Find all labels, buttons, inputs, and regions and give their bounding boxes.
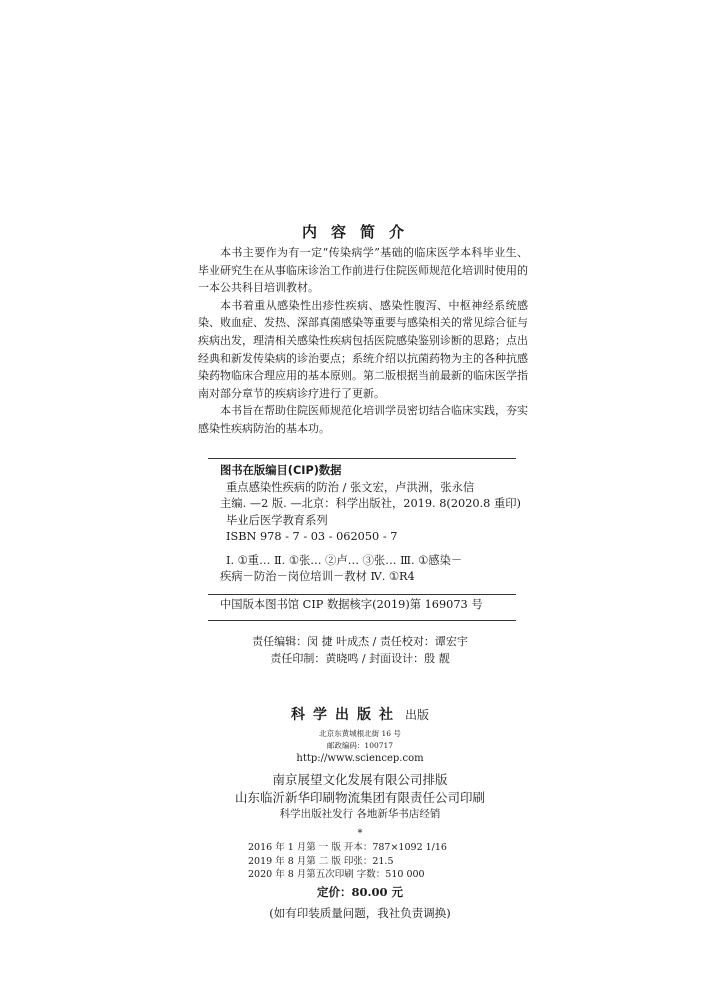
publisher-website: http://www.sciencep.com — [296, 753, 424, 764]
edition-line: 2019 年 8 月第 二 版 印张：21.5 — [248, 855, 394, 867]
price: 定价：80.00 元 — [316, 885, 403, 899]
intro-paragraph: 本书着重从感染性出疹性疾病、感染性腹泻、中枢神经系统感染、败血症、发热、深部真菌感染等重要与感染相关的常见综合征与疾病出发，理清相关感染性疾病包括医院感染鉴别诊断的思路；点出经典和新发传染病的诊治要点；系统介绍以抗菌药物为主的各种抗感染药物临床合理应用的基本原则。第二版根据当前最新的临床医学指南对部分章节的疾病诊疗进行了更新。 — [198, 298, 528, 400]
publisher-tag: 出版 — [404, 708, 429, 722]
intro-paragraph: 本书主要作为有一定“传染病学”基础的临床医学本科毕业生、毕业研究生在从事临床诊治工作前进行住院医师规范化培训时使用的一本公共科目培训教材。 — [198, 246, 528, 295]
cip-line: 毕业后医学教育系列 — [226, 513, 328, 527]
cip-heading: 图书在版编目(CIP)数据 — [220, 464, 342, 477]
cip-line: ISBN 978 - 7 - 03 - 062050 - 7 — [226, 530, 398, 543]
cip-mid-rule — [208, 594, 516, 595]
editors-block — [0, 633, 720, 667]
publisher-address: 北京东黄城根北街 16 号 — [319, 729, 401, 738]
edition-line: 2020 年 8 月第五次印刷 字数：510 000 — [248, 869, 425, 880]
cip-line: 主编. —2 版. —北京：科学出版社，2019. 8(2020.8 重印) — [220, 497, 521, 510]
cip-line: 重点感染性疾病的防治 / 张文宏，卢洪洲，张永信 — [226, 480, 475, 494]
editors-line: 责任编辑：闵 捷 叶成杰 / 责任校对：谭宏宇 — [252, 635, 468, 648]
cip-bottom-rule — [208, 620, 516, 621]
publisher-logo: 科学出版社 — [290, 707, 401, 723]
publisher-postcode: 邮政编码：100717 — [326, 741, 394, 750]
separator-star: * — [357, 828, 363, 839]
editors-line: 责任印制：黄晓鸣 / 封面设计：殷 靓 — [270, 652, 450, 665]
cip-top-rule — [208, 458, 516, 459]
quality-note: (如有印装质量问题，我社负责调换) — [269, 906, 451, 920]
cip-record: 中国版本图书馆 CIP 数据核字(2019)第 169073 号 — [220, 598, 483, 611]
publisher-block — [0, 704, 720, 839]
distributor: 科学出版社发行 各地新华书店经销 — [279, 808, 441, 820]
cip-line: 疾病－防治－岗位培训－教材 Ⅳ. ①R4 — [220, 570, 415, 583]
intro-body — [198, 244, 528, 438]
intro-paragraph: 本书旨在帮助住院医师规范化培训学员密切结合临床实践，夯实感染性疾病防治的基本功。 — [198, 404, 528, 435]
edition-line: 2016 年 1 月第 一 版 开本：787×1092 1/16 — [248, 842, 447, 853]
edition-block — [248, 841, 508, 882]
typesetter: 南京展望文化发展有限公司排版 — [272, 772, 448, 787]
cip-line: Ⅰ. ①重… Ⅱ. ①张… ②卢… ③张… Ⅲ. ①感染－ — [226, 553, 463, 567]
intro-title: 内容简介 — [301, 223, 418, 241]
printer: 山东临沂新华印刷物流集团有限责任公司印刷 — [234, 790, 485, 805]
cip-block — [220, 463, 520, 586]
